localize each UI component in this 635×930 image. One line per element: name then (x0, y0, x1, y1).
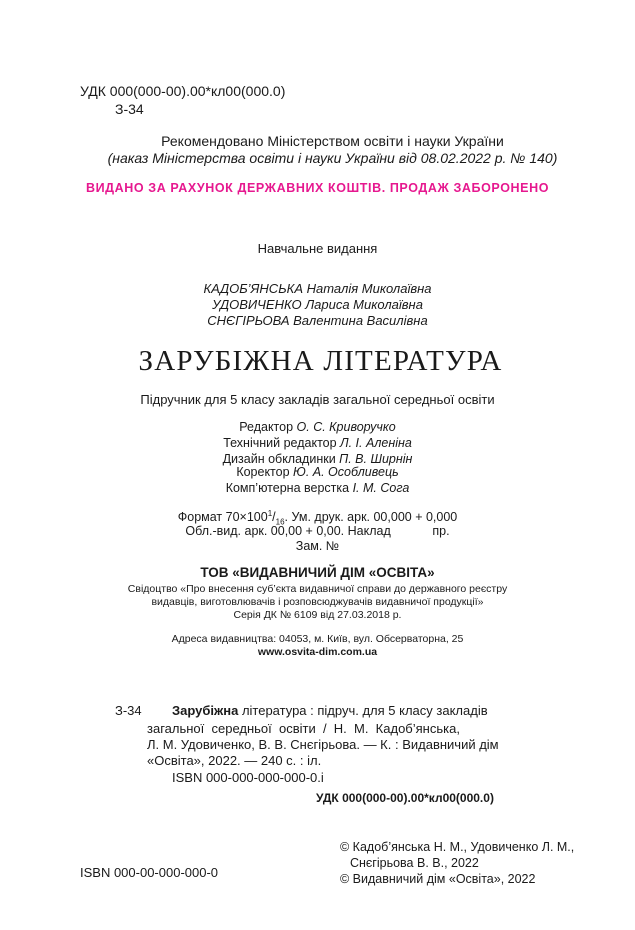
catalog-line4: «Освіта», 2022. — 240 с. : іл. (147, 753, 322, 768)
credit-role: Технічний редактор (223, 436, 337, 450)
format-line3: Зам. № (295, 539, 340, 553)
publisher-cert-line2: видавців, виготовлювачів і розповсюджувачів видавничої продукції» (151, 596, 484, 608)
footer-isbn: ISBN 000-00-000-000-0 (80, 865, 219, 880)
credit-name: О. С. Криворучко (296, 420, 396, 434)
copyright-line3: © Видавничий дім «Освіта», 2022 (340, 872, 536, 886)
catalog-line1: Зарубіжна література : підруч. для 5 класу закладів (172, 703, 488, 718)
credit-proofreader (0, 465, 635, 479)
udk-header: УДК 000(000-00).00*кл00(000.0) (80, 83, 286, 99)
credit-editor (0, 420, 635, 434)
credit-role: Коректор (236, 465, 290, 479)
catalog-code: З-34 (115, 101, 144, 117)
catalog-isbn: ISBN 000-000-000-000-0.і (172, 770, 324, 785)
catalog-line3: Л. М. Удовиченко, В. В. Снєгірьова. — К. : Видавничий дім (147, 737, 499, 752)
credit-cover-design (0, 452, 635, 466)
book-title: ЗАРУБІЖНА ЛІТЕРАТУРА (138, 345, 503, 377)
credit-role: Редактор (239, 420, 294, 434)
not-for-sale-notice: ВИДАНО ЗА РАХУНОК ДЕРЖАВНИХ КОШТІВ. ПРОДАЖ ЗАБОРОНЕНО (85, 181, 550, 195)
copyright-line2: Снєгірьова В. В., 2022 (350, 856, 479, 870)
publisher-cert-line3: Серія ДК № 6109 від 27.03.2018 р. (233, 609, 402, 621)
publisher-website: www.osvita-dim.com.ua (257, 646, 378, 658)
catalog-card-code: З-34 (115, 703, 142, 718)
publisher-address: Адреса видавництва: 04053, м. Київ, вул. Обсерваторна, 25 (171, 633, 464, 645)
book-subtitle: Підручник для 5 класу закладів загальної середньої освіти (140, 392, 495, 407)
format-line2: Обл.-вид. арк. 00,00 + 0,00. Наклад пр. (185, 524, 450, 538)
credit-name: П. В. Ширнін (339, 452, 413, 466)
credit-name: Ю. А. Особливець (293, 465, 399, 479)
credit-layout (0, 481, 635, 495)
catalog-line2: загальної середньої освіти / Н. М. Кадоб’янська, (147, 721, 460, 736)
recommendation-line2: (наказ Міністерства освіти і науки України від 08.02.2022 р. № 140) (107, 150, 558, 166)
credit-tech-editor (0, 436, 635, 450)
author-3: СНЄГІРЬОВА Валентина Василівна (207, 313, 428, 328)
publisher-name: ТОВ «ВИДАВНИЧИЙ ДІМ «ОСВІТА» (200, 565, 435, 580)
author-2: УДОВИЧЕНКО Лариса Миколаївна (212, 297, 423, 312)
credit-role: Комп’ютерна верстка (225, 481, 350, 495)
format-line1: Формат $70\times 100^1/_{16}$. Ум. друк. арк. 00,000 + 0,000 (177, 509, 458, 527)
edition-type: Навчальне видання (257, 241, 378, 256)
recommendation-line1: Рекомендовано Міністерством освіти і науки України (161, 133, 504, 149)
catalog-udk: УДК 000(000-00).00*кл00(000.0) (316, 791, 494, 805)
credit-role: Дизайн обкладинки (222, 452, 336, 466)
credit-name: Л. І. Аленіна (340, 436, 412, 450)
author-1: КАДОБ’ЯНСЬКА Наталія Миколаївна (203, 281, 432, 296)
publisher-cert-line1: Свідоцтво «Про внесення суб’єкта видавничої справи до державного реєстру (127, 583, 508, 595)
copyright-line1: © Кадоб’янська Н. М., Удовиченко Л. М., (340, 840, 575, 854)
credit-name: І. М. Сога (352, 481, 410, 495)
